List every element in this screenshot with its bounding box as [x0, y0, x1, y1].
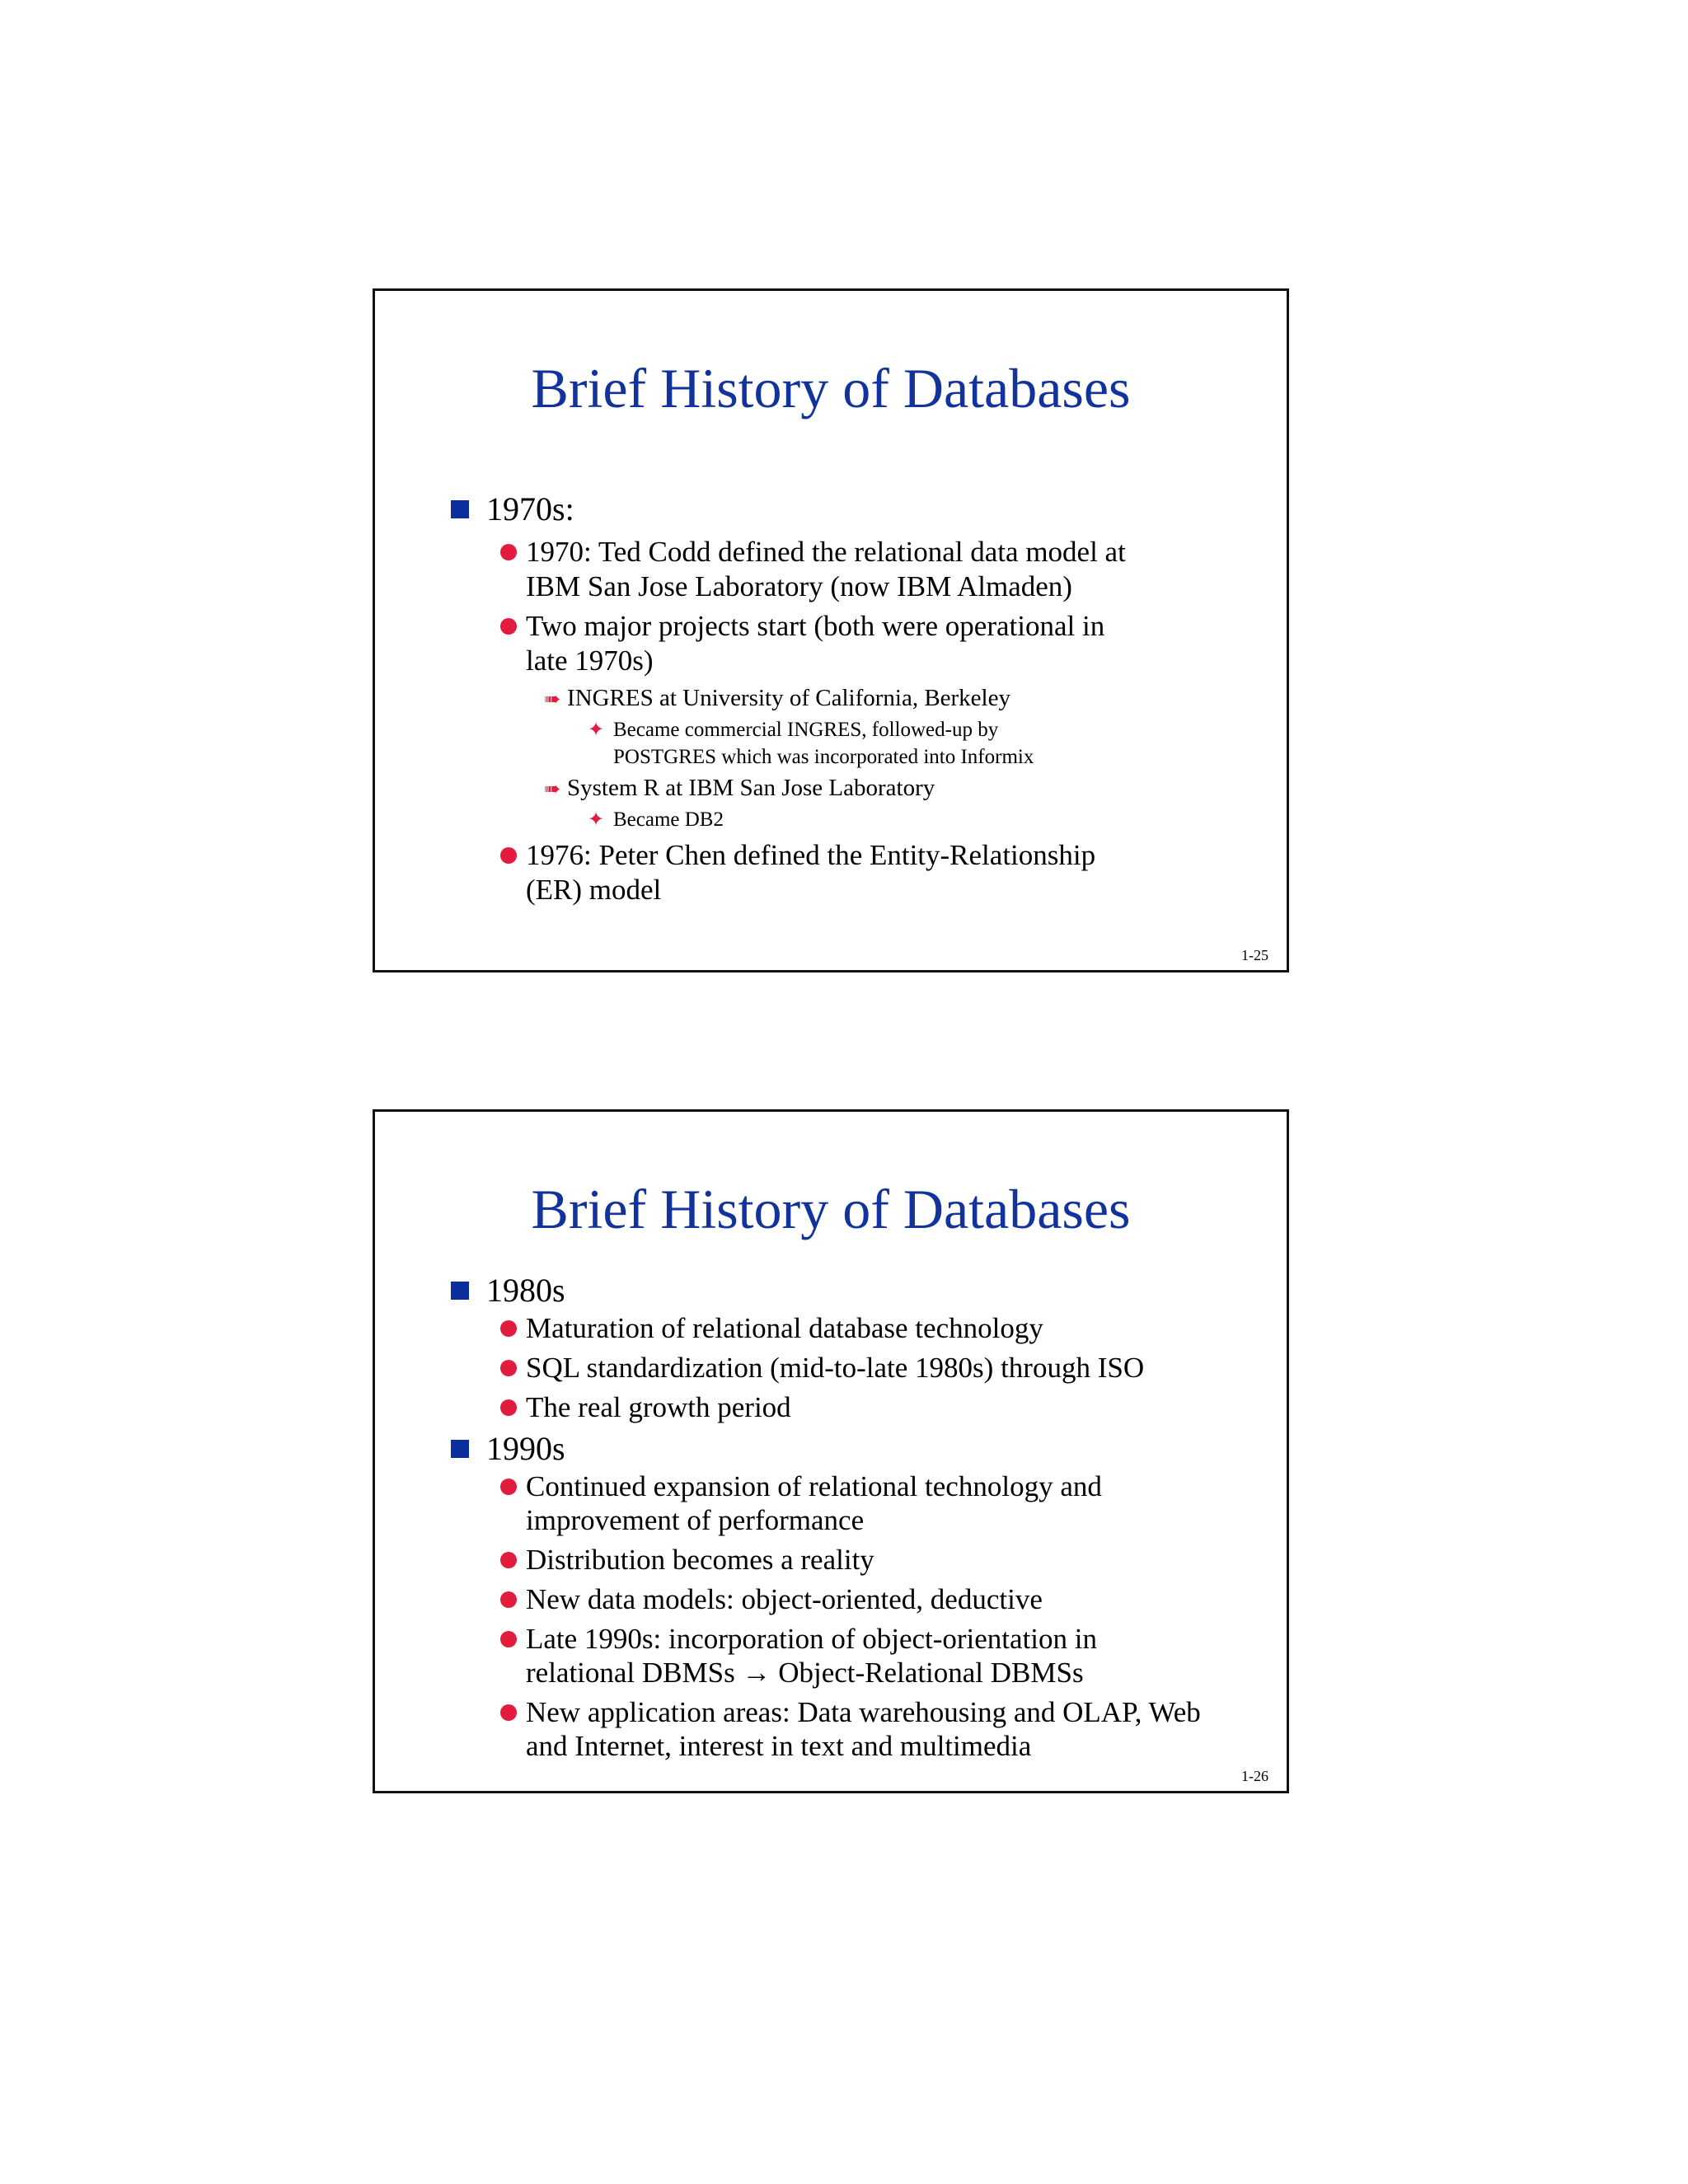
section-label: 1990s: [486, 1430, 565, 1467]
list-item: [375, 1469, 1287, 1537]
square-bullet-icon: [451, 1440, 469, 1458]
section-1970s: [375, 490, 1287, 907]
slide-body: [375, 1272, 1287, 1769]
section-1980s: [375, 1272, 1287, 1424]
sub-sub-list-item: [375, 806, 1212, 833]
circle-bullet-icon: [500, 847, 517, 864]
slide-title: Brief History of Databases: [531, 357, 1131, 419]
list-item: [375, 1543, 1287, 1577]
star-bullet-icon: ✦: [588, 808, 605, 831]
list-item: [375, 838, 1287, 907]
list-item-text: The real growth period: [526, 1391, 791, 1423]
list-item: [375, 609, 1287, 833]
arrow-bullet-icon: ➠: [544, 777, 561, 800]
sub-sub-list-item-text: Became DB2: [613, 808, 724, 831]
slide-body: [375, 490, 1287, 912]
list-item-text: 1976: Peter Chen defined the Entity-Relationship (ER) model: [526, 839, 1096, 906]
sub-list-item: [375, 773, 1212, 833]
sub-sub-list-item-text: Became commercial INGRES, followed-up by POSTGRES which was incorporated into Informix: [613, 719, 1034, 768]
list-item: [375, 1622, 1287, 1690]
arrow-bullet-icon: ➠: [544, 687, 561, 710]
list-item-text: New data models: object-oriented, deductive: [526, 1583, 1043, 1615]
list-item-text: 1970: Ted Codd defined the relational data model at IBM San Jose Laboratory (now IBM Almaden): [526, 536, 1126, 602]
section-label: 1970s:: [486, 490, 574, 527]
list-item: [375, 1311, 1287, 1345]
list-item: [375, 1351, 1287, 1385]
page-number: 1-25: [1241, 947, 1268, 963]
section-1990s: [375, 1430, 1287, 1763]
list-item-text: SQL standardization (mid-to-late 1980s) through ISO: [526, 1352, 1145, 1384]
list-item-text: Maturation of relational database technology: [526, 1312, 1043, 1344]
list-item: [375, 1695, 1287, 1763]
slide-1-25: [373, 288, 1289, 972]
star-bullet-icon: ✦: [588, 718, 605, 741]
slide-title: Brief History of Databases: [531, 1178, 1131, 1240]
square-bullet-icon: [451, 1282, 469, 1300]
circle-bullet-icon: [500, 1479, 517, 1495]
circle-bullet-icon: [500, 1320, 517, 1337]
circle-bullet-icon: [500, 1360, 517, 1376]
circle-bullet-icon: [500, 1399, 517, 1416]
sub-list-item-text: INGRES at University of California, Berkeley: [567, 685, 1010, 711]
circle-bullet-icon: [500, 618, 517, 635]
list-item-text: Distribution becomes a reality: [526, 1544, 874, 1576]
list-item-text: Continued expansion of relational technology and improvement of performance: [526, 1470, 1102, 1536]
circle-bullet-icon: [500, 1552, 517, 1568]
list-item-text: Two major projects start (both were operational in late 1970s): [526, 610, 1105, 677]
list-item: [375, 1390, 1287, 1424]
page-number: 1-26: [1241, 1768, 1268, 1784]
square-bullet-icon: [451, 500, 469, 518]
sub-sub-list-item: [375, 716, 1212, 771]
sub-list-item: [375, 683, 1212, 771]
section-label: 1980s: [486, 1272, 565, 1309]
list-item: [375, 1582, 1287, 1616]
circle-bullet-icon: [500, 544, 517, 560]
circle-bullet-icon: [500, 1704, 517, 1721]
sub-list-item-text: System R at IBM San Jose Laboratory: [567, 775, 935, 801]
list-item: [375, 535, 1287, 604]
slide-1-26: [373, 1109, 1289, 1793]
circle-bullet-icon: [500, 1631, 517, 1647]
circle-bullet-icon: [500, 1591, 517, 1608]
list-item-text: Late 1990s: incorporation of object-orientation in relational DBMSs → Object-Relational DBMSs: [526, 1623, 1097, 1689]
list-item-text: New application areas: Data warehousing and OLAP, Web and Internet, interest in text and multimedia: [526, 1696, 1201, 1762]
